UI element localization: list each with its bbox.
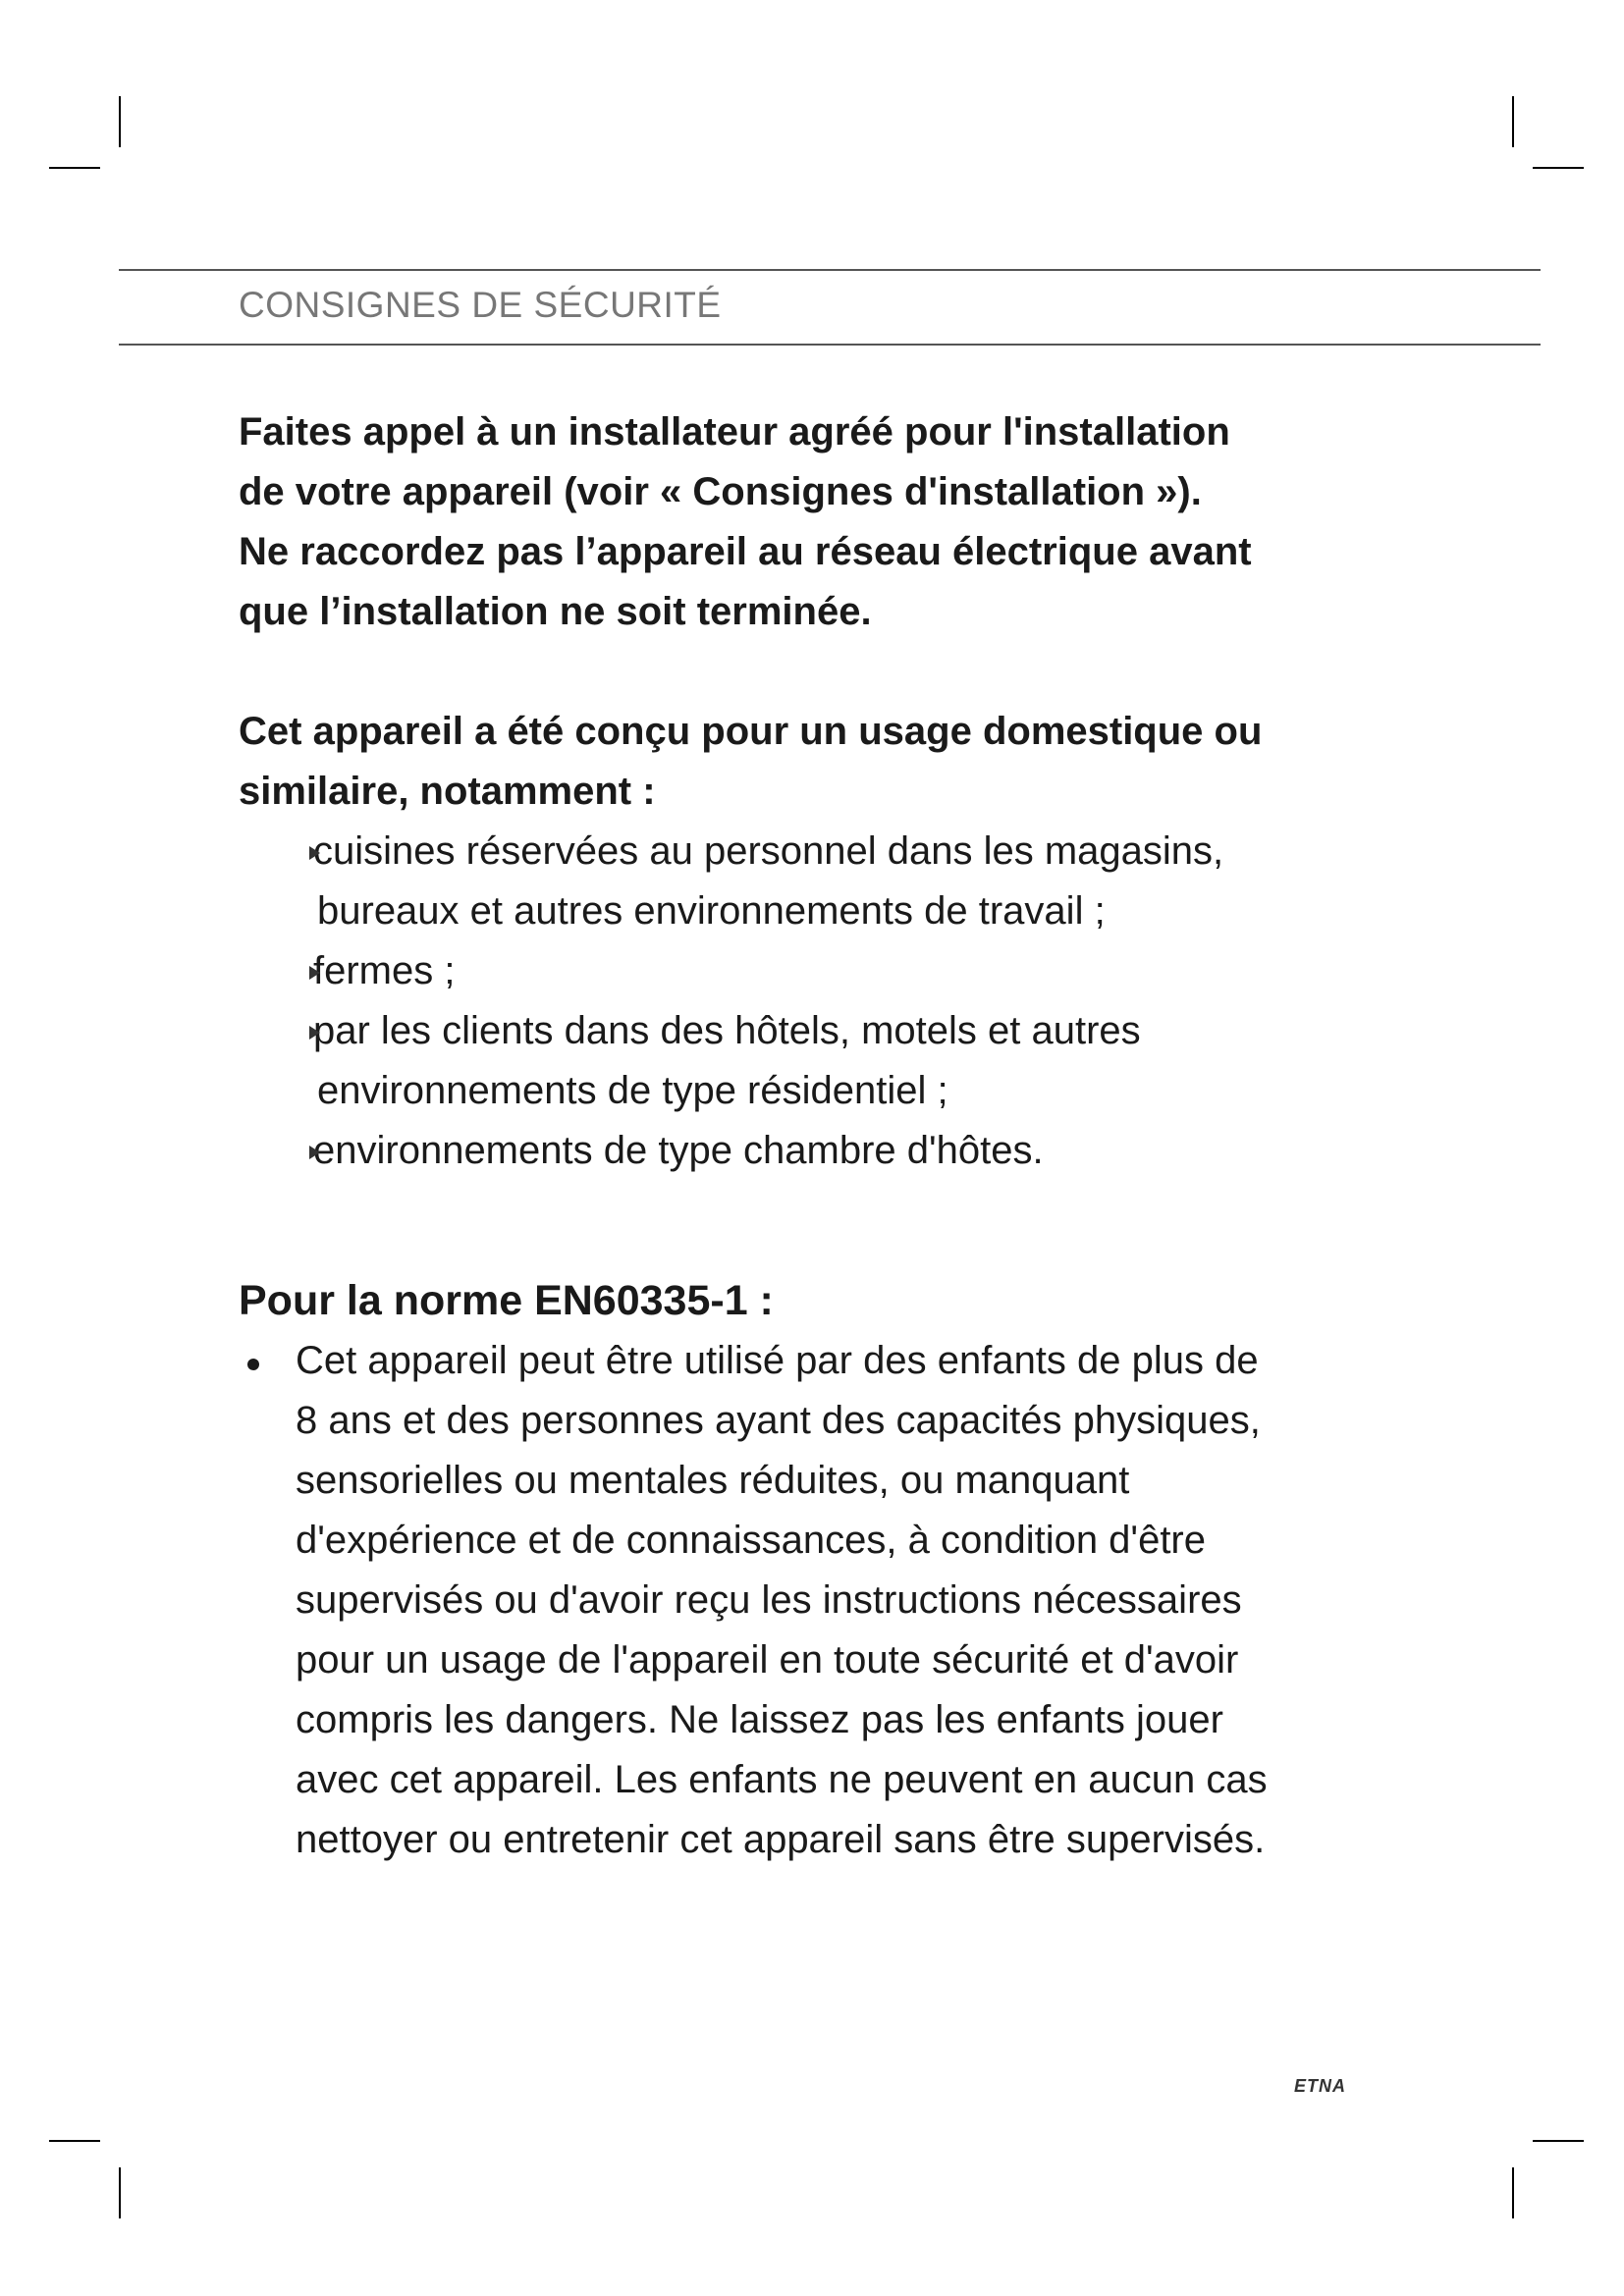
list-item: par les clients dans des hôtels, motels et autres environnements de type résidentiel ; — [239, 1001, 1427, 1121]
crop-mark-top-right-horizontal — [1533, 167, 1584, 169]
intro-paragraph — [239, 402, 1427, 642]
usage-paragraph — [239, 702, 1427, 822]
crop-mark-bottom-left-vertical — [119, 2167, 121, 2218]
norm-paragraph: Cet appareil peut être utilisé par des enfants de plus de 8 ans et des personnes ayant des capacités physiques, sensorielles ou mentales réduites, ou manquant d'expérience et de connaissances, à condition d'être supervisés ou d'avoir reçu les instructions nécessaires pour un usage de l'appareil en toute sécurité et d'avoir compris les dangers. Ne laissez pas les enfants jouer avec cet appareil. Les enfants ne peuvent en aucun cas nettoyer ou entretenir cet appareil sans être supervisés. — [239, 1331, 1427, 1870]
usage-line: similaire, notamment : — [239, 770, 656, 813]
intro-line: que l’installation ne soit terminée. — [239, 590, 872, 633]
header-bottom-rule — [119, 344, 1541, 346]
page-content — [239, 402, 1427, 1870]
crop-mark-bottom-left-horizontal — [49, 2140, 100, 2142]
list-item: environnements de type chambre d'hôtes. — [239, 1121, 1427, 1181]
list-item: cuisines réservées au personnel dans les magasins, bureaux et autres environnements de travail ; — [239, 822, 1427, 941]
usage-line: Cet appareil a été conçu pour un usage domestique ou — [239, 710, 1263, 753]
triangle-bullet-icon — [309, 1026, 320, 1040]
crop-mark-top-left-horizontal — [49, 167, 100, 169]
usage-list — [239, 822, 1427, 1181]
norm-heading: Pour la norme EN60335-1 : — [239, 1277, 774, 1324]
list-item: fermes ; — [239, 941, 1427, 1001]
etna-logo — [1294, 2076, 1346, 2097]
intro-line: Ne raccordez pas l’appareil au réseau électrique avant — [239, 530, 1252, 573]
triangle-bullet-icon — [309, 1146, 320, 1159]
intro-line: de votre appareil (voir « Consignes d'installation »). — [239, 470, 1202, 513]
triangle-bullet-icon — [309, 966, 320, 980]
intro-line: Faites appel à un installateur agréé pour l'installation — [239, 410, 1230, 454]
triangle-bullet-icon — [309, 846, 320, 860]
section-title: CONSIGNES DE SÉCURITÉ — [239, 285, 722, 325]
etna-logo-text: ETNA — [1294, 2076, 1346, 2096]
crop-mark-top-right-vertical — [1512, 96, 1514, 147]
crop-mark-bottom-right-horizontal — [1533, 2140, 1584, 2142]
crop-mark-top-left-vertical — [119, 96, 121, 147]
header-top-rule — [119, 269, 1541, 271]
crop-mark-bottom-right-vertical — [1512, 2167, 1514, 2218]
bullet-icon — [247, 1359, 259, 1370]
